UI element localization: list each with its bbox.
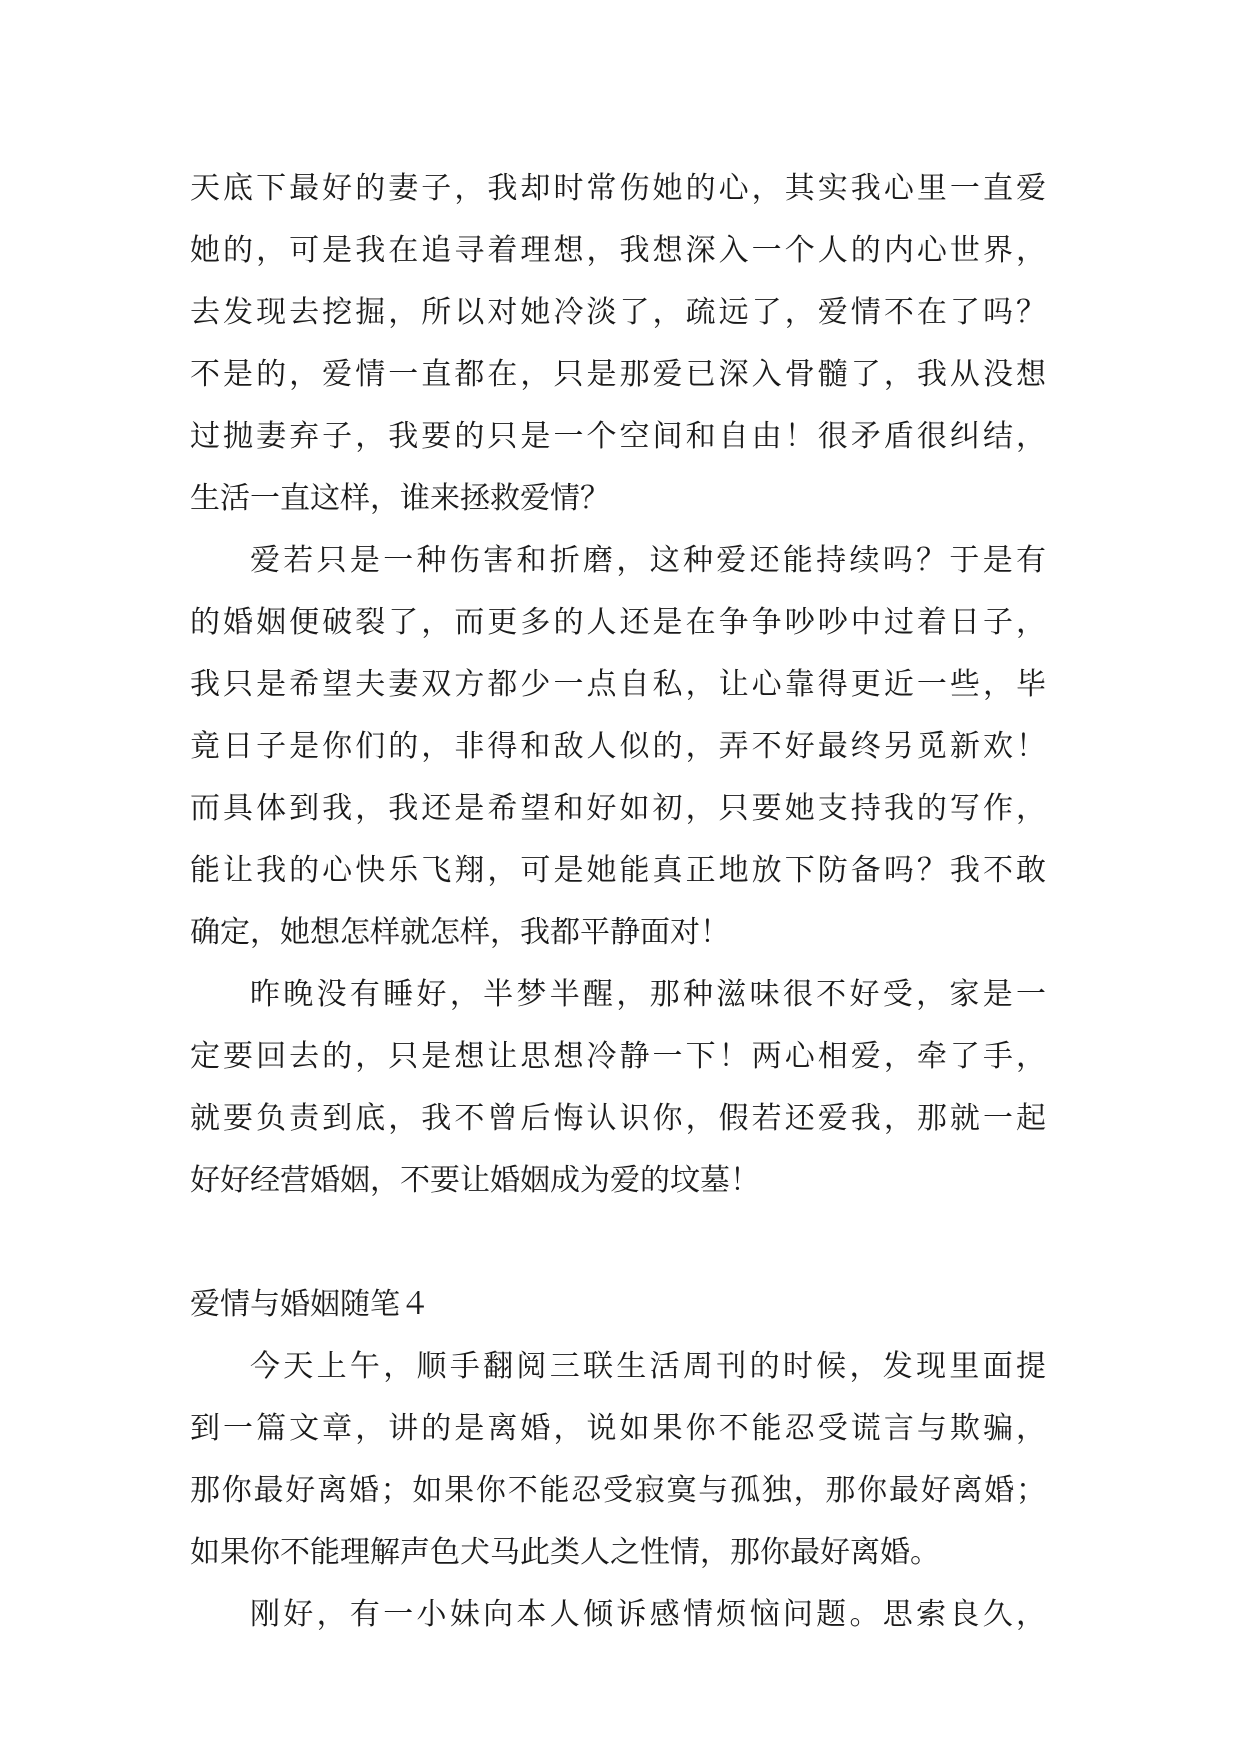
- paragraph: [190, 964, 1046, 1212]
- paragraph: [190, 1584, 1046, 1646]
- text-line: 生活一直这样，谁来拯救爱情？: [190, 481, 610, 516]
- section-spacer: [190, 1212, 1046, 1274]
- text-line: 好好经营婚姻，不要让婚姻成为爱的坟墓！: [190, 1163, 760, 1198]
- text-line: 刚好，有一小妹向本人倾诉感情烦恼问题。思索良久，: [250, 1597, 1046, 1632]
- text-line: 今天上午，顺手翻阅三联生活周刊的时候，发现里面提: [250, 1349, 1046, 1384]
- section-title: 爱情与婚姻随笔４: [190, 1287, 430, 1322]
- text-line: 的婚姻便破裂了，而更多的人还是在争争吵吵中过着日子，: [190, 605, 1046, 640]
- text-line: 她的，可是我在追寻着理想，我想深入一个人的内心世界，: [190, 233, 1046, 268]
- text-line: 定要回去的，只是想让思想冷静一下！两心相爱，牵了手，: [190, 1039, 1046, 1074]
- document-page: [190, 158, 1046, 1646]
- text-line: 如果你不能理解声色犬马此类人之性情，那你最好离婚。: [190, 1535, 940, 1570]
- paragraph: [190, 158, 1046, 530]
- text-line: 过抛妻弃子，我要的只是一个空间和自由！很矛盾很纠结，: [190, 419, 1046, 454]
- text-line: 不是的，爱情一直都在，只是那爱已深入骨髓了，我从没想: [190, 357, 1046, 392]
- text-line: 天底下最好的妻子，我却时常伤她的心，其实我心里一直爱: [190, 171, 1046, 206]
- text-line: 我只是希望夫妻双方都少一点自私，让心靠得更近一些，毕: [190, 667, 1046, 702]
- text-line: 那你最好离婚；如果你不能忍受寂寞与孤独，那你最好离婚；: [190, 1473, 1046, 1508]
- paragraph: [190, 1336, 1046, 1584]
- text-line: 而具体到我，我还是希望和好如初，只要她支持我的写作，: [190, 791, 1046, 826]
- text-line: 竟日子是你们的，非得和敌人似的，弄不好最终另觅新欢！: [190, 729, 1046, 764]
- text-line: 确定，她想怎样就怎样，我都平静面对！: [190, 915, 730, 950]
- text-line: 昨晚没有睡好，半梦半醒，那种滋味很不好受，家是一: [250, 977, 1046, 1012]
- text-line: 能让我的心快乐飞翔，可是她能真正地放下防备吗？我不敢: [190, 853, 1046, 888]
- text-line: 就要负责到底，我不曾后悔认识你，假若还爱我，那就一起: [190, 1101, 1046, 1136]
- text-line: 去发现去挖掘，所以对她冷淡了，疏远了，爱情不在了吗？: [190, 295, 1046, 330]
- paragraph: [190, 530, 1046, 964]
- text-line: 爱若只是一种伤害和折磨，这种爱还能持续吗？于是有: [250, 543, 1046, 578]
- text-line: 到一篇文章，讲的是离婚，说如果你不能忍受谎言与欺骗，: [190, 1411, 1046, 1446]
